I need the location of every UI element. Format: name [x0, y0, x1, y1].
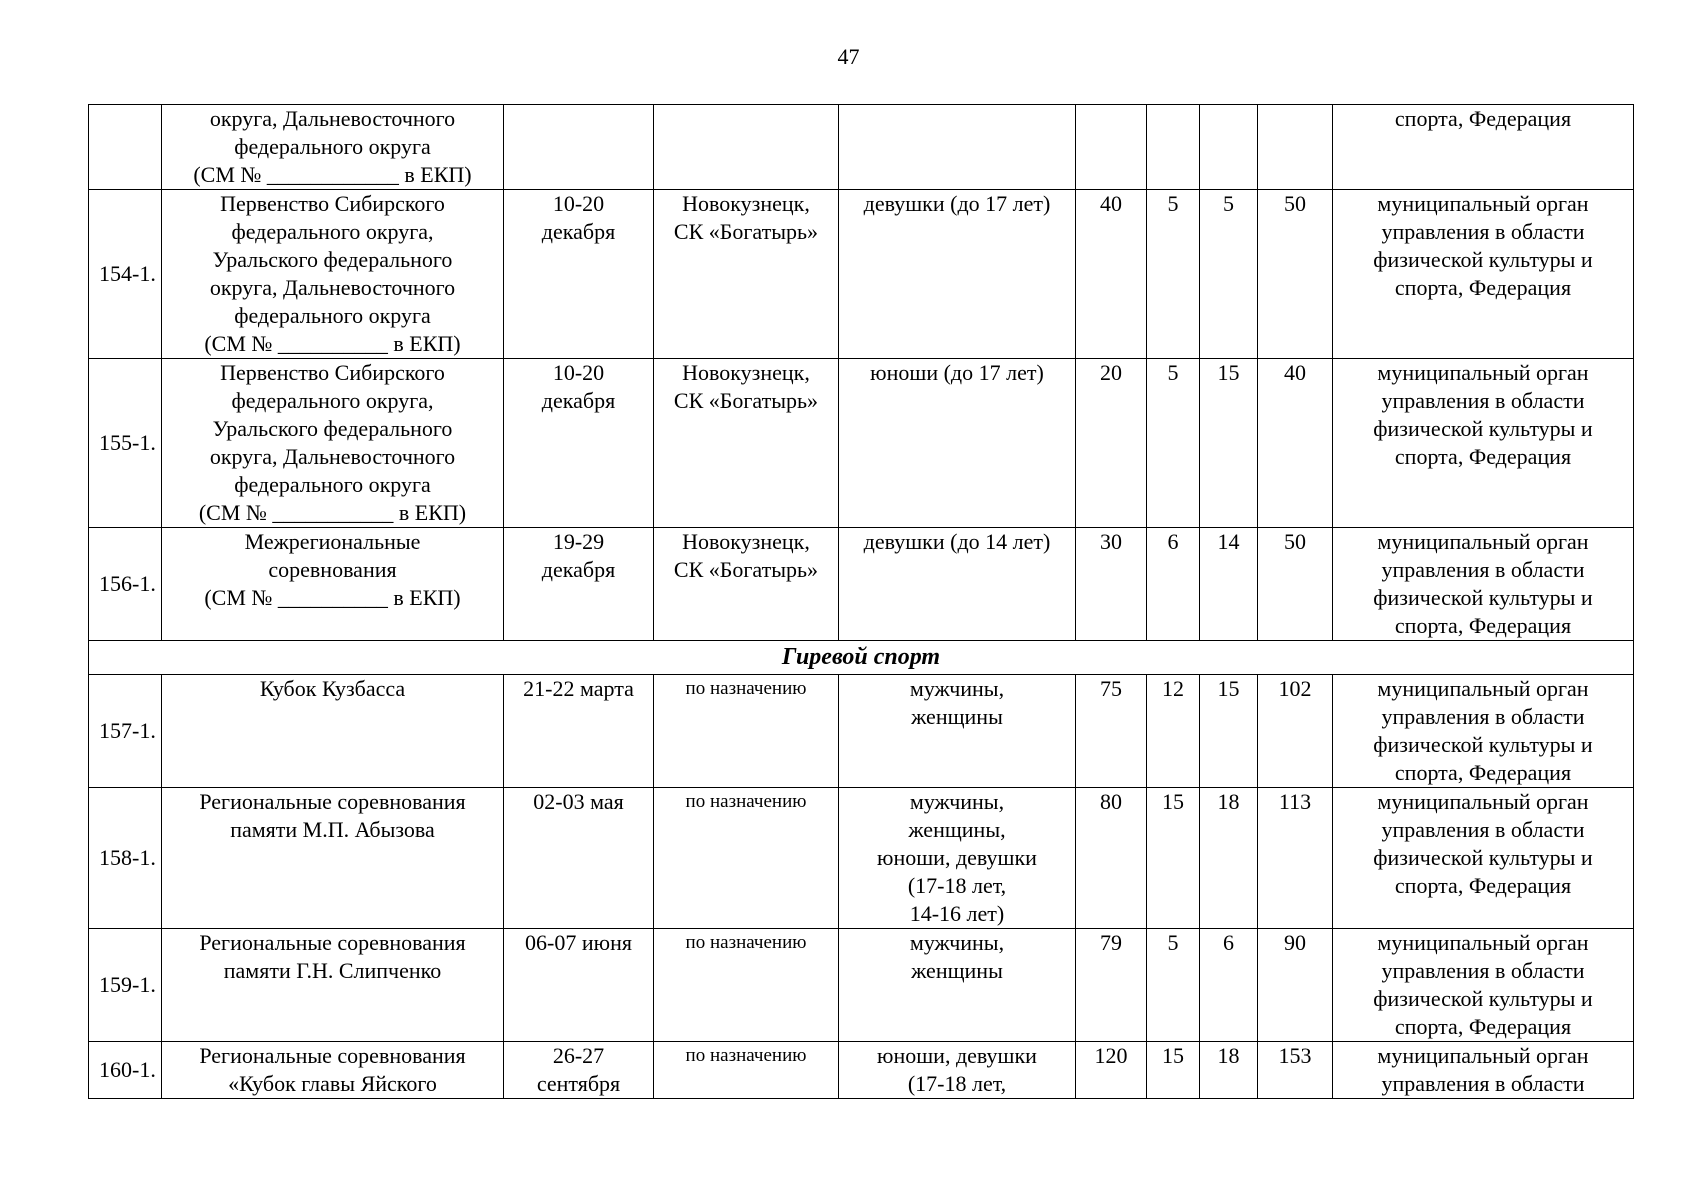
cell-dates: 26-27 сентября	[504, 1042, 654, 1099]
cell-count-1: 40	[1076, 190, 1147, 359]
table-row	[89, 190, 1634, 359]
cell-participants: девушки (до 14 лет)	[839, 528, 1076, 641]
cell-count-3	[1200, 105, 1258, 190]
table-row	[89, 675, 1634, 788]
cell-count-3: 5	[1200, 190, 1258, 359]
cell-total: 50	[1258, 528, 1333, 641]
cell-total: 102	[1258, 675, 1333, 788]
cell-number	[89, 105, 162, 190]
cell-event-name: Кубок Кузбасса	[162, 675, 504, 788]
cell-participants: девушки (до 17 лет)	[839, 190, 1076, 359]
cell-total	[1258, 105, 1333, 190]
cell-number: 154-1.	[89, 190, 162, 359]
cell-place: Новокузнецк, СК «Богатырь»	[654, 528, 839, 641]
cell-place: по назначению	[654, 929, 839, 1042]
cell-participants: юноши, девушки (17-18 лет,	[839, 1042, 1076, 1099]
cell-dates: 10-20 декабря	[504, 190, 654, 359]
cell-place: Новокузнецк, СК «Богатырь»	[654, 190, 839, 359]
cell-count-2: 6	[1147, 528, 1200, 641]
events-table-body-top	[89, 105, 1634, 641]
cell-count-3: 6	[1200, 929, 1258, 1042]
events-table-body-bottom	[89, 675, 1634, 1099]
cell-total: 90	[1258, 929, 1333, 1042]
events-table	[88, 104, 1634, 1099]
cell-participants: мужчины, женщины	[839, 929, 1076, 1042]
cell-organizer: муниципальный орган управления в области физической культуры и спорта, Федерация	[1333, 929, 1634, 1042]
table-row	[89, 1042, 1634, 1099]
table-row	[89, 929, 1634, 1042]
cell-number: 160-1.	[89, 1042, 162, 1099]
cell-event-name: Региональные соревнования памяти Г.Н. Слипченко	[162, 929, 504, 1042]
cell-total: 50	[1258, 190, 1333, 359]
cell-event-name: Региональные соревнования «Кубок главы Яйского	[162, 1042, 504, 1099]
table-row	[89, 788, 1634, 929]
cell-total: 40	[1258, 359, 1333, 528]
cell-participants: мужчины, женщины, юноши, девушки (17-18 лет, 14-16 лет)	[839, 788, 1076, 929]
section-header-group	[89, 641, 1634, 675]
cell-count-1: 20	[1076, 359, 1147, 528]
cell-total: 153	[1258, 1042, 1333, 1099]
cell-count-1: 120	[1076, 1042, 1147, 1099]
cell-count-1: 79	[1076, 929, 1147, 1042]
cell-organizer: муниципальный орган управления в области физической культуры и спорта, Федерация	[1333, 675, 1634, 788]
cell-total: 113	[1258, 788, 1333, 929]
cell-count-2: 12	[1147, 675, 1200, 788]
cell-count-2	[1147, 105, 1200, 190]
cell-dates	[504, 105, 654, 190]
cell-count-2: 5	[1147, 359, 1200, 528]
cell-event-name: округа, Дальневосточного федерального округа (СМ № ____________ в ЕКП)	[162, 105, 504, 190]
cell-organizer: спорта, Федерация	[1333, 105, 1634, 190]
cell-count-2: 5	[1147, 929, 1200, 1042]
cell-dates: 19-29 декабря	[504, 528, 654, 641]
cell-place: по назначению	[654, 788, 839, 929]
cell-count-3: 15	[1200, 675, 1258, 788]
cell-count-3: 18	[1200, 1042, 1258, 1099]
cell-number: 155-1.	[89, 359, 162, 528]
page-number: 47	[837, 44, 860, 69]
cell-number: 157-1.	[89, 675, 162, 788]
cell-event-name: Первенство Сибирского федерального округа, Уральского федерального округа, Дальневосточного федерального округа (СМ № ___________ в ЕКП)	[162, 359, 504, 528]
cell-count-1: 80	[1076, 788, 1147, 929]
cell-count-1: 30	[1076, 528, 1147, 641]
cell-place	[654, 105, 839, 190]
table-row	[89, 528, 1634, 641]
table-row	[89, 359, 1634, 528]
cell-event-name: Первенство Сибирского федерального округа, Уральского федерального округа, Дальневосточного федерального округа (СМ № __________ в ЕКП)	[162, 190, 504, 359]
cell-event-name: Региональные соревнования памяти М.П. Абызова	[162, 788, 504, 929]
cell-organizer: муниципальный орган управления в области	[1333, 1042, 1634, 1099]
cell-count-3: 14	[1200, 528, 1258, 641]
cell-event-name: Межрегиональные соревнования (СМ № __________ в ЕКП)	[162, 528, 504, 641]
cell-participants: мужчины, женщины	[839, 675, 1076, 788]
cell-count-2: 5	[1147, 190, 1200, 359]
section-title: Гиревой спорт	[89, 641, 1634, 675]
cell-organizer: муниципальный орган управления в области физической культуры и спорта, Федерация	[1333, 788, 1634, 929]
cell-dates: 02-03 мая	[504, 788, 654, 929]
cell-count-2: 15	[1147, 788, 1200, 929]
cell-number: 159-1.	[89, 929, 162, 1042]
cell-count-1: 75	[1076, 675, 1147, 788]
cell-dates: 10-20 декабря	[504, 359, 654, 528]
cell-count-3: 15	[1200, 359, 1258, 528]
cell-count-2: 15	[1147, 1042, 1200, 1099]
section-header-row	[89, 641, 1634, 675]
cell-organizer: муниципальный орган управления в области физической культуры и спорта, Федерация	[1333, 190, 1634, 359]
cell-organizer: муниципальный орган управления в области физической культуры и спорта, Федерация	[1333, 359, 1634, 528]
cell-participants	[839, 105, 1076, 190]
table-row-continuation	[89, 105, 1634, 190]
cell-place: по назначению	[654, 1042, 839, 1099]
cell-place: по назначению	[654, 675, 839, 788]
cell-participants: юноши (до 17 лет)	[839, 359, 1076, 528]
cell-count-1	[1076, 105, 1147, 190]
cell-organizer: муниципальный орган управления в области физической культуры и спорта, Федерация	[1333, 528, 1634, 641]
cell-number: 156-1.	[89, 528, 162, 641]
cell-place: Новокузнецк, СК «Богатырь»	[654, 359, 839, 528]
cell-dates: 21-22 марта	[504, 675, 654, 788]
cell-count-3: 18	[1200, 788, 1258, 929]
cell-dates: 06-07 июня	[504, 929, 654, 1042]
cell-number: 158-1.	[89, 788, 162, 929]
